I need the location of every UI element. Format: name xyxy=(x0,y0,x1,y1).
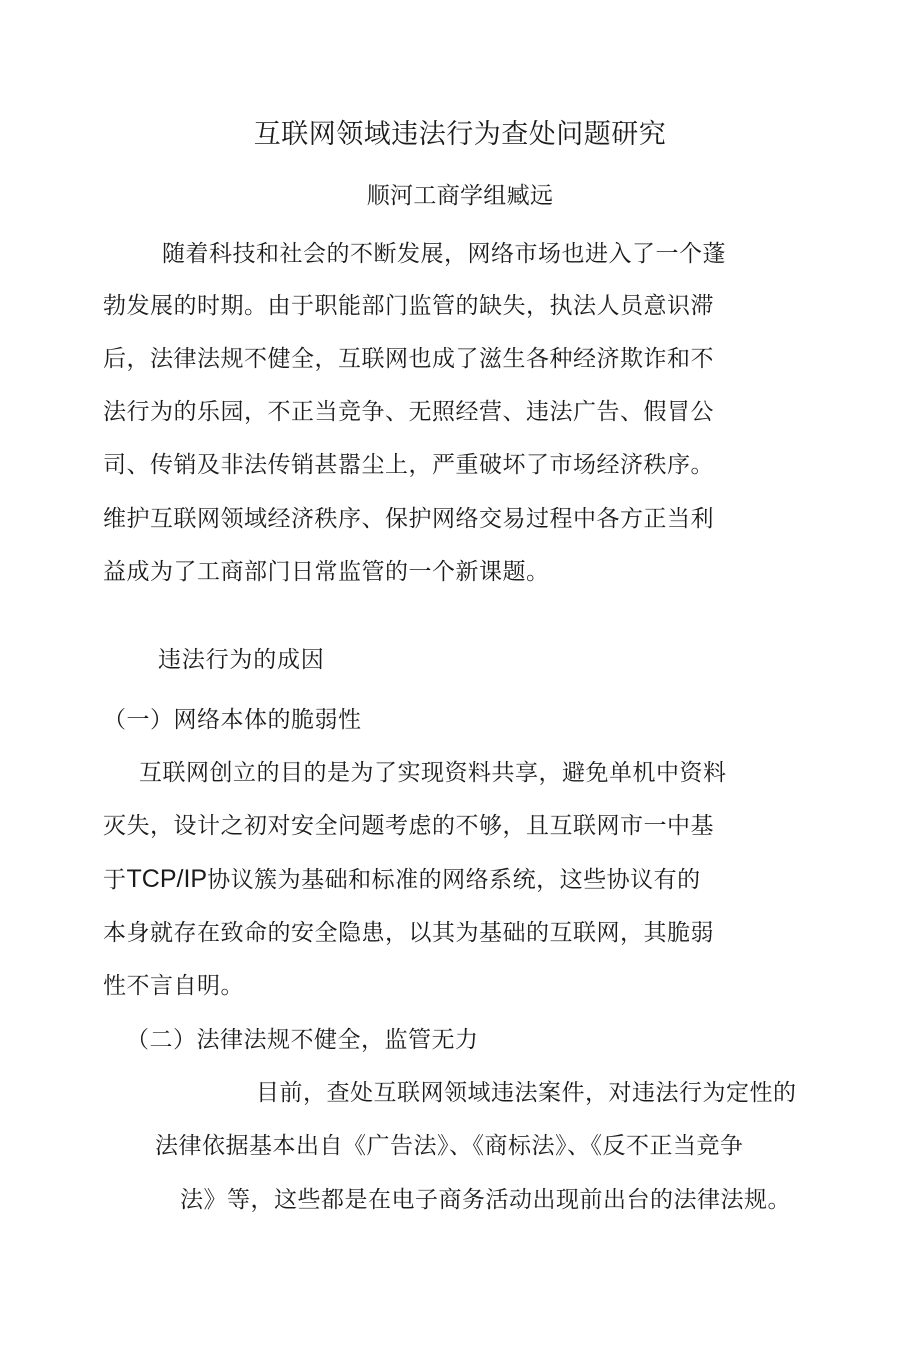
paragraph-line: 司、传销及非法传销甚嚣尘上，严重破坏了市场经济秩序。 xyxy=(103,452,714,478)
paragraph-line xyxy=(103,864,701,895)
paragraph-line: 后，法律法规不健全，互联网也成了滋生各种经济欺诈和不 xyxy=(103,346,714,372)
paragraph-line: 本身就存在致命的安全隐患，以其为基础的互联网，其脆弱 xyxy=(103,920,714,946)
document-title: 互联网领域违法行为查处问题研究 xyxy=(253,119,667,150)
paragraph-line: 随着科技和社会的不断发展，网络市场也进入了一个蓬 xyxy=(162,241,726,267)
paragraph-line: 灭失，设计之初对安全问题考虑的不够，且互联网市一中基 xyxy=(103,813,714,839)
subsection-heading-1: （一）网络本体的脆弱性 xyxy=(103,707,362,733)
paragraph-line: 益成为了工商部门日常监管的一个新课题。 xyxy=(103,559,550,585)
paragraph-line: 性不言自明。 xyxy=(103,973,244,999)
subsection-heading-2: （二）法律法规不健全，监管无力 xyxy=(126,1027,479,1053)
text-segment: 于 xyxy=(103,867,127,893)
text-segment: 协议簇为基础和标准的网络系统，这些协议有的 xyxy=(207,867,701,893)
paragraph-line: 法》等，这些都是在电子商务活动出现前出台的法律法规。 xyxy=(180,1187,791,1213)
paragraph-line: 目前，查处互联网领域违法案件，对违法行为定性的 xyxy=(256,1080,797,1106)
protocol-term: TCP/IP xyxy=(126,865,208,893)
paragraph-line: 勃发展的时期。由于职能部门监管的缺失，执法人员意识滞 xyxy=(103,293,714,319)
paragraph-line: 法行为的乐园，不正当竞争、无照经营、违法广告、假冒公 xyxy=(103,399,714,425)
paragraph-line: 维护互联网领域经济秩序、保护网络交易过程中各方正当利 xyxy=(103,506,714,532)
document-author: 顺河工商学组臧远 xyxy=(366,183,554,209)
section-heading: 违法行为的成因 xyxy=(158,647,325,673)
paragraph-line: 互联网创立的目的是为了实现资料共享，避免单机中资料 xyxy=(139,760,727,786)
paragraph-line: 法律依据基本出自《广告法》、《商标法》、《反不正当竞争 xyxy=(155,1133,744,1159)
